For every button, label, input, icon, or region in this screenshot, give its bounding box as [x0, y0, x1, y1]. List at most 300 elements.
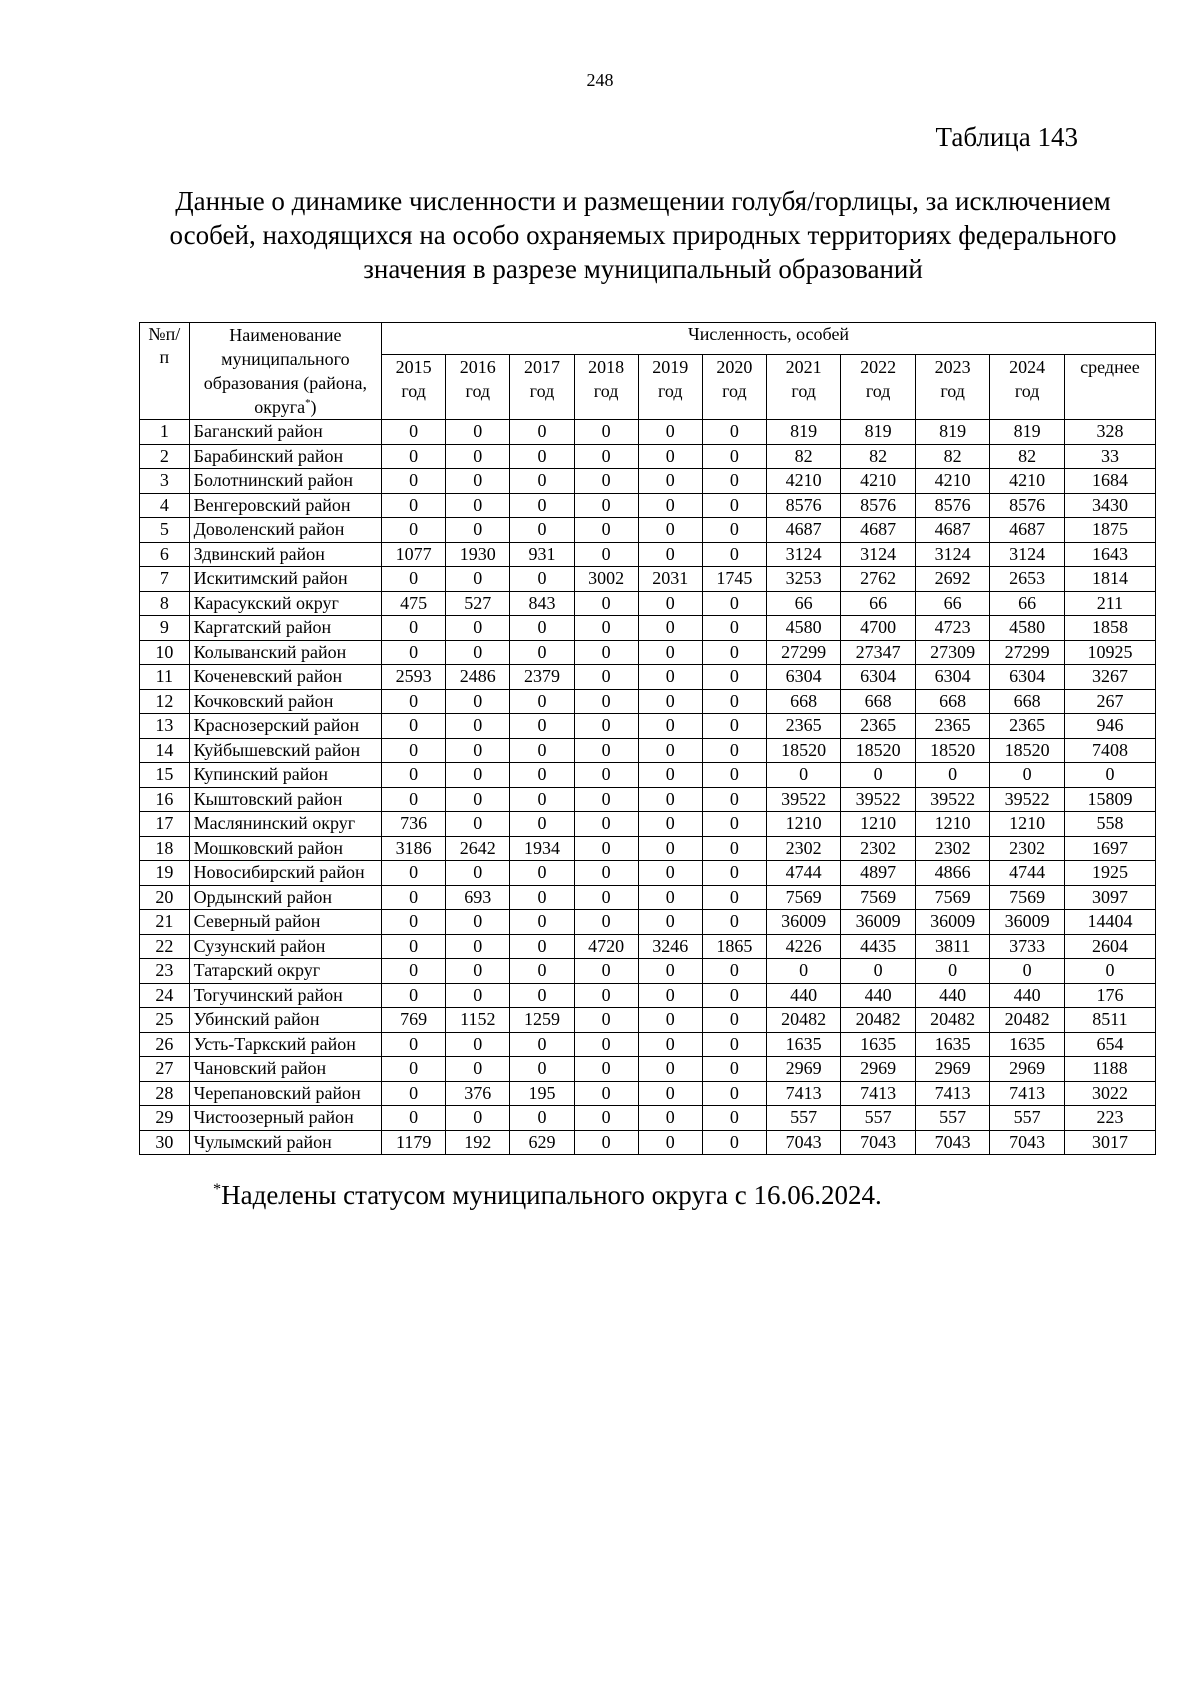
population-cell: 0 — [510, 689, 574, 714]
population-cell: 736 — [382, 812, 446, 837]
population-cell: 0 — [638, 1008, 702, 1033]
table-row — [140, 738, 1156, 763]
population-cell: 2365 — [915, 714, 989, 739]
population-cell: 0 — [841, 959, 915, 984]
population-cell: 0 — [702, 836, 766, 861]
row-number: 16 — [140, 787, 190, 812]
population-cell: 0 — [638, 1032, 702, 1057]
population-cell: 0 — [574, 542, 638, 567]
municipality-name: Баганский район — [189, 420, 381, 445]
population-cell: 6304 — [990, 665, 1064, 690]
population-cell: 0 — [638, 542, 702, 567]
population-cell: 0 — [574, 591, 638, 616]
population-cell: 0 — [510, 518, 574, 543]
population-cell: 18520 — [915, 738, 989, 763]
population-cell: 0 — [446, 1032, 510, 1057]
population-cell: 2302 — [915, 836, 989, 861]
table-row — [140, 787, 1156, 812]
population-cell: 0 — [446, 787, 510, 812]
population-cell: 1934 — [510, 836, 574, 861]
average-cell: 1875 — [1064, 518, 1155, 543]
population-cell: 4700 — [841, 616, 915, 641]
population-cell: 3124 — [915, 542, 989, 567]
population-cell: 3124 — [841, 542, 915, 567]
population-cell: 0 — [638, 861, 702, 886]
population-cell: 527 — [446, 591, 510, 616]
population-cell: 0 — [638, 787, 702, 812]
population-cell: 0 — [382, 1032, 446, 1057]
population-cell: 0 — [510, 493, 574, 518]
population-cell: 0 — [638, 420, 702, 445]
population-cell: 2302 — [766, 836, 840, 861]
population-cell: 4226 — [766, 934, 840, 959]
row-number: 5 — [140, 518, 190, 543]
population-cell: 0 — [574, 493, 638, 518]
header-year: 2023 год — [915, 354, 989, 419]
population-cell: 1635 — [841, 1032, 915, 1057]
row-number: 25 — [140, 1008, 190, 1033]
row-number: 23 — [140, 959, 190, 984]
population-cell: 3002 — [574, 567, 638, 592]
table-row — [140, 1032, 1156, 1057]
row-number: 30 — [140, 1130, 190, 1155]
population-cell: 668 — [766, 689, 840, 714]
table-row — [140, 444, 1156, 469]
table-row — [140, 1130, 1156, 1155]
population-cell: 7043 — [915, 1130, 989, 1155]
population-cell: 8576 — [841, 493, 915, 518]
municipality-name: Сузунский район — [189, 934, 381, 959]
population-cell: 66 — [766, 591, 840, 616]
municipality-name: Усть-Таркский район — [189, 1032, 381, 1057]
population-cell: 0 — [574, 689, 638, 714]
population-cell: 0 — [382, 1081, 446, 1106]
document-title — [130, 184, 1156, 286]
population-cell: 4210 — [766, 469, 840, 494]
table-row — [140, 640, 1156, 665]
population-cell: 668 — [841, 689, 915, 714]
population-cell: 3733 — [990, 934, 1064, 959]
population-cell: 0 — [382, 885, 446, 910]
population-cell: 819 — [915, 420, 989, 445]
municipality-name: Кыштовский район — [189, 787, 381, 812]
population-cell: 4723 — [915, 616, 989, 641]
population-cell: 0 — [574, 861, 638, 886]
population-cell: 0 — [382, 763, 446, 788]
municipality-name: Болотнинский район — [189, 469, 381, 494]
population-cell: 2365 — [766, 714, 840, 739]
row-number: 22 — [140, 934, 190, 959]
row-number: 1 — [140, 420, 190, 445]
population-cell: 0 — [574, 469, 638, 494]
population-cell: 18520 — [841, 738, 915, 763]
row-number: 26 — [140, 1032, 190, 1057]
table-row — [140, 616, 1156, 641]
population-cell: 2302 — [990, 836, 1064, 861]
population-cell: 36009 — [990, 910, 1064, 935]
population-cell: 4744 — [990, 861, 1064, 886]
population-cell: 0 — [510, 812, 574, 837]
average-cell: 3267 — [1064, 665, 1155, 690]
average-cell: 1643 — [1064, 542, 1155, 567]
municipality-name: Карасукский округ — [189, 591, 381, 616]
population-cell: 0 — [446, 738, 510, 763]
average-cell: 654 — [1064, 1032, 1155, 1057]
footnote-text: Наделены статусом муниципального округа с 16.06.2024. — [221, 1180, 882, 1210]
population-cell: 1210 — [915, 812, 989, 837]
population-cell: 39522 — [766, 787, 840, 812]
population-cell: 557 — [841, 1106, 915, 1131]
row-number: 29 — [140, 1106, 190, 1131]
population-cell: 0 — [446, 444, 510, 469]
population-cell: 557 — [915, 1106, 989, 1131]
population-cell: 0 — [702, 959, 766, 984]
population-cell: 0 — [638, 714, 702, 739]
population-cell: 1077 — [382, 542, 446, 567]
population-cell: 7569 — [841, 885, 915, 910]
population-cell: 0 — [638, 1130, 702, 1155]
population-cell: 440 — [841, 983, 915, 1008]
average-cell: 3430 — [1064, 493, 1155, 518]
population-cell: 2486 — [446, 665, 510, 690]
population-cell: 0 — [510, 469, 574, 494]
average-cell: 1925 — [1064, 861, 1155, 886]
average-cell: 1814 — [1064, 567, 1155, 592]
population-cell: 0 — [574, 763, 638, 788]
population-cell: 0 — [766, 763, 840, 788]
population-cell: 0 — [702, 1130, 766, 1155]
population-cell: 0 — [702, 616, 766, 641]
table-row — [140, 836, 1156, 861]
population-cell: 0 — [638, 959, 702, 984]
population-cell: 0 — [915, 959, 989, 984]
population-cell: 0 — [574, 518, 638, 543]
population-cell: 0 — [702, 493, 766, 518]
population-cell: 0 — [446, 420, 510, 445]
population-cell: 0 — [574, 836, 638, 861]
table-row — [140, 959, 1156, 984]
population-cell: 0 — [702, 812, 766, 837]
table-row — [140, 493, 1156, 518]
population-cell: 1635 — [990, 1032, 1064, 1057]
population-cell: 2692 — [915, 567, 989, 592]
population-cell: 0 — [446, 934, 510, 959]
population-cell: 4435 — [841, 934, 915, 959]
population-cell: 0 — [702, 420, 766, 445]
population-cell: 2762 — [841, 567, 915, 592]
population-cell: 0 — [702, 763, 766, 788]
population-cell: 3124 — [990, 542, 1064, 567]
population-cell: 27299 — [990, 640, 1064, 665]
population-cell: 0 — [574, 885, 638, 910]
population-cell: 4866 — [915, 861, 989, 886]
population-cell: 0 — [382, 1057, 446, 1082]
row-number: 6 — [140, 542, 190, 567]
population-cell: 0 — [446, 714, 510, 739]
population-cell: 0 — [702, 714, 766, 739]
population-cell: 36009 — [766, 910, 840, 935]
population-cell: 27309 — [915, 640, 989, 665]
population-cell: 0 — [702, 738, 766, 763]
average-cell: 2604 — [1064, 934, 1155, 959]
population-cell: 0 — [510, 763, 574, 788]
average-cell: 33 — [1064, 444, 1155, 469]
population-cell: 2653 — [990, 567, 1064, 592]
population-cell: 66 — [990, 591, 1064, 616]
row-number: 13 — [140, 714, 190, 739]
population-cell: 20482 — [990, 1008, 1064, 1033]
population-cell: 0 — [510, 959, 574, 984]
footnote-mark: * — [213, 1180, 222, 1198]
population-cell: 0 — [446, 640, 510, 665]
population-cell: 0 — [382, 1106, 446, 1131]
header-year: 2015 год — [382, 354, 446, 419]
population-cell: 27347 — [841, 640, 915, 665]
population-cell: 0 — [510, 420, 574, 445]
population-cell: 0 — [574, 665, 638, 690]
average-cell: 8511 — [1064, 1008, 1155, 1033]
table-row — [140, 1081, 1156, 1106]
population-cell: 843 — [510, 591, 574, 616]
municipality-name: Черепановский район — [189, 1081, 381, 1106]
population-cell: 0 — [574, 1057, 638, 1082]
average-cell: 1858 — [1064, 616, 1155, 641]
municipality-name: Маслянинский округ — [189, 812, 381, 837]
population-cell: 0 — [638, 1081, 702, 1106]
population-cell: 2969 — [990, 1057, 1064, 1082]
average-cell: 558 — [1064, 812, 1155, 837]
population-cell: 2969 — [915, 1057, 989, 1082]
population-cell: 1152 — [446, 1008, 510, 1033]
population-cell: 0 — [446, 812, 510, 837]
population-cell: 0 — [446, 567, 510, 592]
population-cell: 931 — [510, 542, 574, 567]
table-row — [140, 665, 1156, 690]
population-cell: 7413 — [766, 1081, 840, 1106]
population-cell: 0 — [702, 665, 766, 690]
population-cell: 3811 — [915, 934, 989, 959]
population-cell: 82 — [841, 444, 915, 469]
population-cell: 0 — [702, 1106, 766, 1131]
population-cell: 0 — [702, 1032, 766, 1057]
municipality-name: Венгеровский район — [189, 493, 381, 518]
population-cell: 0 — [766, 959, 840, 984]
row-number: 15 — [140, 763, 190, 788]
population-cell: 0 — [702, 469, 766, 494]
table-row — [140, 689, 1156, 714]
population-cell: 3253 — [766, 567, 840, 592]
row-number: 14 — [140, 738, 190, 763]
population-cell: 557 — [766, 1106, 840, 1131]
population-cell: 0 — [510, 567, 574, 592]
population-cell: 1210 — [766, 812, 840, 837]
population-cell: 668 — [990, 689, 1064, 714]
population-cell: 0 — [382, 640, 446, 665]
population-cell: 0 — [702, 689, 766, 714]
population-cell: 4687 — [990, 518, 1064, 543]
population-cell: 0 — [382, 616, 446, 641]
population-cell: 39522 — [990, 787, 1064, 812]
average-cell: 176 — [1064, 983, 1155, 1008]
population-cell: 0 — [510, 910, 574, 935]
population-cell: 0 — [574, 983, 638, 1008]
table-row — [140, 591, 1156, 616]
population-cell: 0 — [382, 861, 446, 886]
population-cell: 557 — [990, 1106, 1064, 1131]
population-cell: 192 — [446, 1130, 510, 1155]
municipality-name: Колыванский район — [189, 640, 381, 665]
population-cell: 0 — [510, 934, 574, 959]
population-cell: 20482 — [841, 1008, 915, 1033]
population-cell: 0 — [574, 787, 638, 812]
population-cell: 4580 — [766, 616, 840, 641]
population-cell: 4897 — [841, 861, 915, 886]
population-cell: 2365 — [841, 714, 915, 739]
header-average: среднее — [1064, 354, 1155, 419]
municipality-name: Чановский район — [189, 1057, 381, 1082]
population-cell: 4687 — [915, 518, 989, 543]
population-cell: 0 — [574, 714, 638, 739]
population-cell: 36009 — [915, 910, 989, 935]
population-cell: 4687 — [841, 518, 915, 543]
population-cell: 4210 — [990, 469, 1064, 494]
population-cell: 0 — [702, 518, 766, 543]
population-cell: 0 — [574, 1008, 638, 1033]
population-cell: 0 — [638, 591, 702, 616]
population-cell: 8576 — [766, 493, 840, 518]
population-cell: 2365 — [990, 714, 1064, 739]
population-cell: 20482 — [766, 1008, 840, 1033]
population-cell: 82 — [990, 444, 1064, 469]
population-cell: 0 — [382, 567, 446, 592]
table-row — [140, 567, 1156, 592]
population-cell: 7043 — [766, 1130, 840, 1155]
population-cell: 0 — [638, 885, 702, 910]
population-cell: 0 — [574, 1081, 638, 1106]
population-cell: 2969 — [766, 1057, 840, 1082]
row-number: 2 — [140, 444, 190, 469]
population-cell: 0 — [574, 1032, 638, 1057]
population-cell: 6304 — [915, 665, 989, 690]
population-cell: 3124 — [766, 542, 840, 567]
population-cell: 0 — [446, 469, 510, 494]
population-cell: 0 — [702, 542, 766, 567]
population-cell: 4210 — [915, 469, 989, 494]
table-row — [140, 714, 1156, 739]
average-cell: 1697 — [1064, 836, 1155, 861]
population-cell: 1745 — [702, 567, 766, 592]
population-cell: 2593 — [382, 665, 446, 690]
average-cell: 0 — [1064, 959, 1155, 984]
population-cell: 0 — [702, 885, 766, 910]
population-cell: 0 — [574, 420, 638, 445]
municipality-name: Доволенский район — [189, 518, 381, 543]
population-cell: 0 — [382, 714, 446, 739]
population-cell: 0 — [574, 959, 638, 984]
table-row — [140, 420, 1156, 445]
population-cell: 0 — [510, 1106, 574, 1131]
population-cell: 0 — [382, 469, 446, 494]
population-cell: 0 — [638, 640, 702, 665]
population-cell: 0 — [382, 959, 446, 984]
population-cell: 0 — [510, 616, 574, 641]
population-cell: 195 — [510, 1081, 574, 1106]
population-cell: 4210 — [841, 469, 915, 494]
row-number: 24 — [140, 983, 190, 1008]
table-row — [140, 934, 1156, 959]
municipality-name: Барабинский район — [189, 444, 381, 469]
population-cell: 1179 — [382, 1130, 446, 1155]
population-cell: 0 — [638, 689, 702, 714]
population-cell: 0 — [574, 812, 638, 837]
municipality-name: Татарский округ — [189, 959, 381, 984]
population-cell: 0 — [382, 420, 446, 445]
municipality-name: Искитимский район — [189, 567, 381, 592]
population-cell: 0 — [574, 444, 638, 469]
header-year: 2017 год — [510, 354, 574, 419]
population-cell: 0 — [638, 910, 702, 935]
population-cell: 0 — [446, 689, 510, 714]
population-cell: 2642 — [446, 836, 510, 861]
header-year: 2021 год — [766, 354, 840, 419]
population-cell: 0 — [702, 444, 766, 469]
row-number: 11 — [140, 665, 190, 690]
population-cell: 3246 — [638, 934, 702, 959]
population-cell: 7413 — [990, 1081, 1064, 1106]
population-cell: 1865 — [702, 934, 766, 959]
average-cell: 7408 — [1064, 738, 1155, 763]
population-cell: 0 — [702, 787, 766, 812]
population-cell: 2969 — [841, 1057, 915, 1082]
population-cell: 27299 — [766, 640, 840, 665]
population-cell: 0 — [638, 763, 702, 788]
population-cell: 82 — [766, 444, 840, 469]
header-municipality: Наименование муниципального образования (района, округа*) — [189, 323, 381, 420]
municipality-name: Ордынский район — [189, 885, 381, 910]
municipality-name: Каргатский район — [189, 616, 381, 641]
population-cell: 819 — [990, 420, 1064, 445]
municipality-name: Чистоозерный район — [189, 1106, 381, 1131]
table-label: Таблица 143 — [935, 122, 1078, 152]
table-row — [140, 983, 1156, 1008]
municipality-name: Коченевский район — [189, 665, 381, 690]
population-cell: 0 — [446, 616, 510, 641]
population-cell: 0 — [638, 469, 702, 494]
population-cell: 1930 — [446, 542, 510, 567]
population-cell: 8576 — [990, 493, 1064, 518]
population-cell: 0 — [638, 493, 702, 518]
average-cell: 14404 — [1064, 910, 1155, 935]
population-cell: 819 — [841, 420, 915, 445]
population-cell: 0 — [446, 910, 510, 935]
population-cell: 0 — [510, 787, 574, 812]
population-cell: 0 — [574, 640, 638, 665]
population-cell: 8576 — [915, 493, 989, 518]
population-cell: 0 — [382, 983, 446, 1008]
population-cell: 66 — [915, 591, 989, 616]
average-cell: 1684 — [1064, 469, 1155, 494]
population-cell: 1635 — [766, 1032, 840, 1057]
population-cell: 440 — [990, 983, 1064, 1008]
row-number: 4 — [140, 493, 190, 518]
municipality-name: Здвинский район — [189, 542, 381, 567]
row-number: 19 — [140, 861, 190, 886]
population-cell: 3186 — [382, 836, 446, 861]
population-cell: 7569 — [766, 885, 840, 910]
municipality-name: Кочковский район — [189, 689, 381, 714]
header-population-group: Численность, особей — [382, 323, 1156, 355]
header-year: 2018 год — [574, 354, 638, 419]
